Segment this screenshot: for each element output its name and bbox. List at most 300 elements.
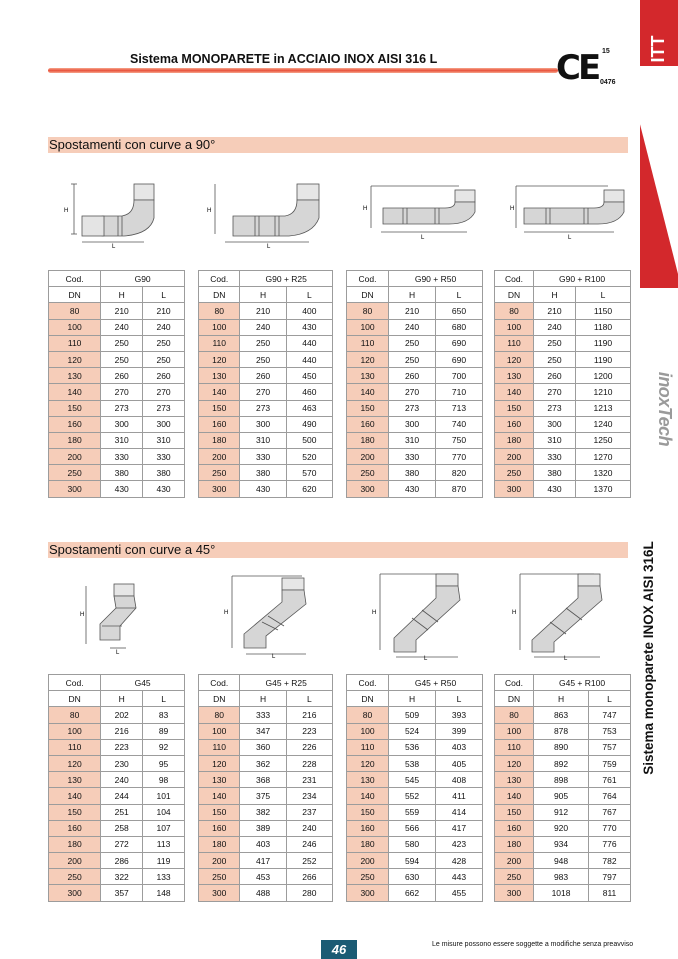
h-cell: 380 (534, 465, 576, 481)
h-cell: 273 (534, 400, 576, 416)
table-row (199, 368, 333, 384)
title-underline (48, 68, 558, 73)
dn-cell: 160 (49, 416, 101, 432)
h-cell: 250 (389, 335, 436, 351)
table-row (199, 432, 333, 448)
table-row (49, 788, 185, 804)
h-cell: 330 (389, 449, 436, 465)
col-header: L (143, 287, 185, 303)
l-cell: 747 (589, 707, 631, 723)
table-row (347, 739, 483, 755)
h-cell: 330 (101, 449, 143, 465)
table-row (495, 319, 631, 335)
l-cell: 210 (143, 303, 185, 319)
ce-notified-body: 0476 (600, 79, 616, 86)
dn-cell: 300 (347, 885, 389, 901)
h-cell: 898 (534, 772, 589, 788)
dn-cell: 200 (199, 449, 240, 465)
table-row (495, 335, 631, 351)
table-g90-r25 (198, 270, 333, 498)
table-row (49, 707, 185, 723)
table-row (495, 368, 631, 384)
table-row (495, 481, 631, 497)
table-row (495, 739, 631, 755)
dn-cell: 300 (495, 885, 534, 901)
table-row (347, 384, 483, 400)
h-label: H (363, 206, 368, 212)
dn-cell: 300 (495, 481, 534, 497)
dn-cell: 150 (347, 804, 389, 820)
h-cell: 453 (240, 869, 286, 885)
table-row (199, 335, 333, 351)
dn-cell: 110 (495, 335, 534, 351)
table-row (347, 335, 483, 351)
h-cell: 890 (534, 739, 589, 755)
dn-cell: 140 (49, 384, 101, 400)
h-label: H (372, 610, 377, 616)
dn-cell: 140 (49, 788, 101, 804)
l-cell: 1180 (575, 319, 630, 335)
l-cell: 119 (143, 853, 185, 869)
h-cell: 912 (534, 804, 589, 820)
h-cell: 380 (240, 465, 286, 481)
h-cell: 389 (240, 820, 286, 836)
table-row (347, 885, 483, 901)
dn-cell: 130 (347, 368, 389, 384)
code-value: G90 + R50 (389, 271, 483, 287)
table-row (347, 465, 483, 481)
dn-cell: 200 (495, 853, 534, 869)
table-row (199, 885, 333, 901)
h-cell: 300 (101, 416, 143, 432)
dn-cell: 300 (49, 481, 101, 497)
dn-cell: 180 (49, 836, 101, 852)
cod-label: Cod. (495, 271, 534, 287)
ce-mark-logo: CE (556, 48, 599, 88)
l-cell: 240 (143, 319, 185, 335)
h-cell: 552 (389, 788, 436, 804)
table-g45-r50 (346, 674, 483, 902)
col-header: H (240, 691, 286, 707)
dn-cell: 80 (199, 303, 240, 319)
l-label: L (568, 235, 572, 240)
table-row (49, 319, 185, 335)
l-cell: 761 (589, 772, 631, 788)
col-header: L (575, 287, 630, 303)
table-row (495, 707, 631, 723)
dn-cell: 140 (199, 384, 240, 400)
table-row (347, 836, 483, 852)
dn-cell: 100 (49, 319, 101, 335)
l-cell: 226 (286, 739, 332, 755)
table-row (199, 481, 333, 497)
l-cell: 231 (286, 772, 332, 788)
l-cell: 770 (589, 820, 631, 836)
dn-cell: 110 (49, 335, 101, 351)
dn-cell: 100 (199, 723, 240, 739)
table-row (347, 707, 483, 723)
l-cell: 260 (143, 368, 185, 384)
h-cell: 380 (101, 465, 143, 481)
table-row (199, 449, 333, 465)
table-row (495, 836, 631, 852)
h-label: H (64, 208, 69, 214)
cod-label: Cod. (49, 271, 101, 287)
dn-cell: 150 (199, 804, 240, 820)
l-cell: 399 (436, 723, 483, 739)
h-cell: 273 (101, 400, 143, 416)
l-cell: 411 (436, 788, 483, 804)
h-cell: 270 (240, 384, 286, 400)
l-cell: 133 (143, 869, 185, 885)
table-row (495, 400, 631, 416)
l-cell: 228 (286, 755, 332, 771)
h-cell: 250 (240, 335, 286, 351)
l-cell: 89 (143, 723, 185, 739)
l-cell: 1320 (575, 465, 630, 481)
table-row (49, 836, 185, 852)
l-cell: 440 (286, 335, 332, 351)
l-label: L (272, 654, 276, 658)
table-row (347, 319, 483, 335)
diagram-g45 (80, 578, 158, 654)
h-cell: 240 (534, 319, 576, 335)
table-row (49, 723, 185, 739)
h-cell: 250 (534, 335, 576, 351)
h-cell: 382 (240, 804, 286, 820)
col-header: DN (199, 287, 240, 303)
l-cell: 414 (436, 804, 483, 820)
h-cell: 210 (534, 303, 576, 319)
l-cell: 520 (286, 449, 332, 465)
cod-label: Cod. (347, 271, 389, 287)
dn-cell: 150 (495, 400, 534, 416)
dn-cell: 110 (347, 335, 389, 351)
l-cell: 252 (286, 853, 332, 869)
h-cell: 240 (389, 319, 436, 335)
dn-cell: 80 (199, 707, 240, 723)
table-row (199, 820, 333, 836)
dn-cell: 80 (495, 707, 534, 723)
h-cell: 230 (101, 755, 143, 771)
l-label: L (564, 656, 568, 660)
dn-cell: 120 (199, 755, 240, 771)
l-cell: 811 (589, 885, 631, 901)
page-number: 46 (321, 940, 357, 959)
l-cell: 380 (143, 465, 185, 481)
cod-label: Cod. (49, 675, 101, 691)
h-label: H (224, 610, 229, 616)
table-row (199, 465, 333, 481)
table-row (199, 303, 333, 319)
l-cell: 1150 (575, 303, 630, 319)
l-cell: 440 (286, 351, 332, 367)
dn-cell: 130 (495, 368, 534, 384)
dn-cell: 130 (49, 772, 101, 788)
section-title-90: Spostamenti con curve a 90° (48, 137, 628, 153)
h-cell: 509 (389, 707, 436, 723)
l-cell: 767 (589, 804, 631, 820)
table-row (347, 869, 483, 885)
l-cell: 107 (143, 820, 185, 836)
l-cell: 423 (436, 836, 483, 852)
l-cell: 455 (436, 885, 483, 901)
col-header: L (286, 691, 332, 707)
h-cell: 430 (534, 481, 576, 497)
table-row (347, 432, 483, 448)
col-header: DN (347, 691, 389, 707)
h-cell: 300 (389, 416, 436, 432)
l-cell: 1210 (575, 384, 630, 400)
h-cell: 330 (534, 449, 576, 465)
dn-cell: 140 (199, 788, 240, 804)
table-row (347, 400, 483, 416)
dn-cell: 250 (49, 465, 101, 481)
diagram-g45-r25 (222, 572, 322, 658)
l-cell: 273 (143, 400, 185, 416)
l-cell: 250 (143, 335, 185, 351)
dn-cell: 120 (49, 351, 101, 367)
table-row (347, 772, 483, 788)
l-label: L (424, 656, 428, 660)
dn-cell: 120 (495, 755, 534, 771)
col-header: L (589, 691, 631, 707)
l-label: L (112, 244, 116, 248)
h-cell: 240 (240, 319, 286, 335)
table-row (347, 788, 483, 804)
h-cell: 948 (534, 853, 589, 869)
code-value: G90 + R25 (240, 271, 333, 287)
dn-cell: 110 (199, 335, 240, 351)
l-cell: 250 (143, 351, 185, 367)
table-g90-r100 (494, 270, 631, 498)
col-header: DN (49, 691, 101, 707)
l-cell: 300 (143, 416, 185, 432)
dn-cell: 160 (495, 416, 534, 432)
l-cell: 400 (286, 303, 332, 319)
table-row (495, 755, 631, 771)
h-cell: 240 (101, 772, 143, 788)
code-value: G45 (101, 675, 185, 691)
dn-cell: 180 (199, 432, 240, 448)
dn-cell: 150 (49, 804, 101, 820)
h-cell: 892 (534, 755, 589, 771)
cod-label: Cod. (199, 271, 240, 287)
l-cell: 450 (286, 368, 332, 384)
h-cell: 202 (101, 707, 143, 723)
table-row (495, 384, 631, 400)
h-cell: 270 (101, 384, 143, 400)
diagram-g45-r100 (512, 570, 612, 660)
h-cell: 210 (240, 303, 286, 319)
l-cell: 113 (143, 836, 185, 852)
dn-cell: 100 (347, 319, 389, 335)
table-row (495, 465, 631, 481)
h-cell: 594 (389, 853, 436, 869)
h-cell: 559 (389, 804, 436, 820)
diagram-g90-r50 (363, 182, 485, 240)
table-row (49, 449, 185, 465)
l-cell: 92 (143, 739, 185, 755)
h-cell: 662 (389, 885, 436, 901)
dn-cell: 110 (49, 739, 101, 755)
h-cell: 403 (240, 836, 286, 852)
h-cell: 347 (240, 723, 286, 739)
l-cell: 403 (436, 739, 483, 755)
h-cell: 566 (389, 820, 436, 836)
dn-cell: 120 (495, 351, 534, 367)
h-cell: 251 (101, 804, 143, 820)
dn-cell: 300 (199, 885, 240, 901)
table-row (49, 755, 185, 771)
dn-cell: 300 (49, 885, 101, 901)
dn-cell: 160 (347, 416, 389, 432)
ce-year: 15 (602, 48, 610, 55)
dn-cell: 80 (495, 303, 534, 319)
dn-cell: 300 (199, 481, 240, 497)
h-cell: 430 (389, 481, 436, 497)
dn-cell: 100 (495, 723, 534, 739)
h-cell: 250 (101, 351, 143, 367)
table-row (49, 481, 185, 497)
col-header: L (436, 691, 483, 707)
h-cell: 430 (240, 481, 286, 497)
section-title-45: Spostamenti con curve a 45° (48, 542, 628, 558)
diagram-g90-r100 (510, 182, 632, 240)
table-row (495, 351, 631, 367)
dn-cell: 160 (49, 820, 101, 836)
l-cell: 266 (286, 869, 332, 885)
l-cell: 95 (143, 755, 185, 771)
h-cell: 380 (389, 465, 436, 481)
h-cell: 300 (534, 416, 576, 432)
table-row (49, 400, 185, 416)
table-row (199, 804, 333, 820)
col-header: H (389, 287, 436, 303)
h-cell: 244 (101, 788, 143, 804)
h-cell: 310 (389, 432, 436, 448)
h-cell: 417 (240, 853, 286, 869)
code-value: G45 + R100 (534, 675, 631, 691)
col-header: H (534, 287, 576, 303)
dn-cell: 300 (347, 481, 389, 497)
col-header: H (534, 691, 589, 707)
table-row (495, 869, 631, 885)
h-cell: 260 (101, 368, 143, 384)
dn-cell: 130 (199, 772, 240, 788)
h-cell: 538 (389, 755, 436, 771)
dn-cell: 250 (347, 869, 389, 885)
h-cell: 216 (101, 723, 143, 739)
table-g90 (48, 270, 185, 498)
table-row (49, 869, 185, 885)
l-cell: 710 (436, 384, 483, 400)
table-g90-r50 (346, 270, 483, 498)
col-header: H (101, 691, 143, 707)
table-row (495, 853, 631, 869)
l-cell: 750 (436, 432, 483, 448)
table-row (49, 739, 185, 755)
table-row (347, 853, 483, 869)
h-cell: 630 (389, 869, 436, 885)
l-cell: 430 (286, 319, 332, 335)
col-header: H (101, 287, 143, 303)
l-cell: 101 (143, 788, 185, 804)
table-row (347, 723, 483, 739)
l-cell: 770 (436, 449, 483, 465)
page-title: Sistema MONOPARETE in ACCIAIO INOX AISI 316 L (130, 52, 438, 66)
h-cell: 545 (389, 772, 436, 788)
cod-label: Cod. (495, 675, 534, 691)
l-cell: 500 (286, 432, 332, 448)
dn-cell: 110 (199, 739, 240, 755)
table-row (495, 772, 631, 788)
table-row (199, 384, 333, 400)
dn-cell: 140 (495, 384, 534, 400)
h-cell: 360 (240, 739, 286, 755)
dn-cell: 250 (199, 465, 240, 481)
table-row (49, 351, 185, 367)
h-label: H (80, 612, 85, 618)
table-row (495, 416, 631, 432)
h-cell: 260 (534, 368, 576, 384)
l-cell: 570 (286, 465, 332, 481)
l-cell: 782 (589, 853, 631, 869)
cod-label: Cod. (199, 675, 240, 691)
col-header: L (143, 691, 185, 707)
h-cell: 250 (240, 351, 286, 367)
dn-cell: 250 (495, 869, 534, 885)
table-row (199, 723, 333, 739)
language-tab-label: ITT (648, 35, 668, 63)
dn-cell: 150 (495, 804, 534, 820)
h-cell: 878 (534, 723, 589, 739)
dn-cell: 180 (495, 432, 534, 448)
col-header: L (436, 287, 483, 303)
table-row (347, 368, 483, 384)
code-value: G45 + R25 (240, 675, 333, 691)
h-cell: 286 (101, 853, 143, 869)
dn-cell: 120 (199, 351, 240, 367)
l-cell: 98 (143, 772, 185, 788)
h-cell: 300 (240, 416, 286, 432)
l-cell: 820 (436, 465, 483, 481)
table-row (347, 820, 483, 836)
l-cell: 223 (286, 723, 332, 739)
col-header: DN (495, 691, 534, 707)
dn-cell: 200 (199, 853, 240, 869)
l-cell: 713 (436, 400, 483, 416)
table-row (495, 723, 631, 739)
h-cell: 310 (240, 432, 286, 448)
l-cell: 104 (143, 804, 185, 820)
h-label: H (207, 208, 212, 214)
dn-cell: 80 (49, 707, 101, 723)
h-cell: 934 (534, 836, 589, 852)
table-row (49, 853, 185, 869)
table-row (49, 303, 185, 319)
l-cell: 490 (286, 416, 332, 432)
h-label: H (512, 610, 517, 616)
dn-cell: 150 (347, 400, 389, 416)
dn-cell: 160 (347, 820, 389, 836)
dn-cell: 120 (49, 755, 101, 771)
h-cell: 272 (101, 836, 143, 852)
h-cell: 333 (240, 707, 286, 723)
dn-cell: 140 (495, 788, 534, 804)
h-cell: 210 (101, 303, 143, 319)
diagram-g90-r25 (205, 178, 335, 248)
